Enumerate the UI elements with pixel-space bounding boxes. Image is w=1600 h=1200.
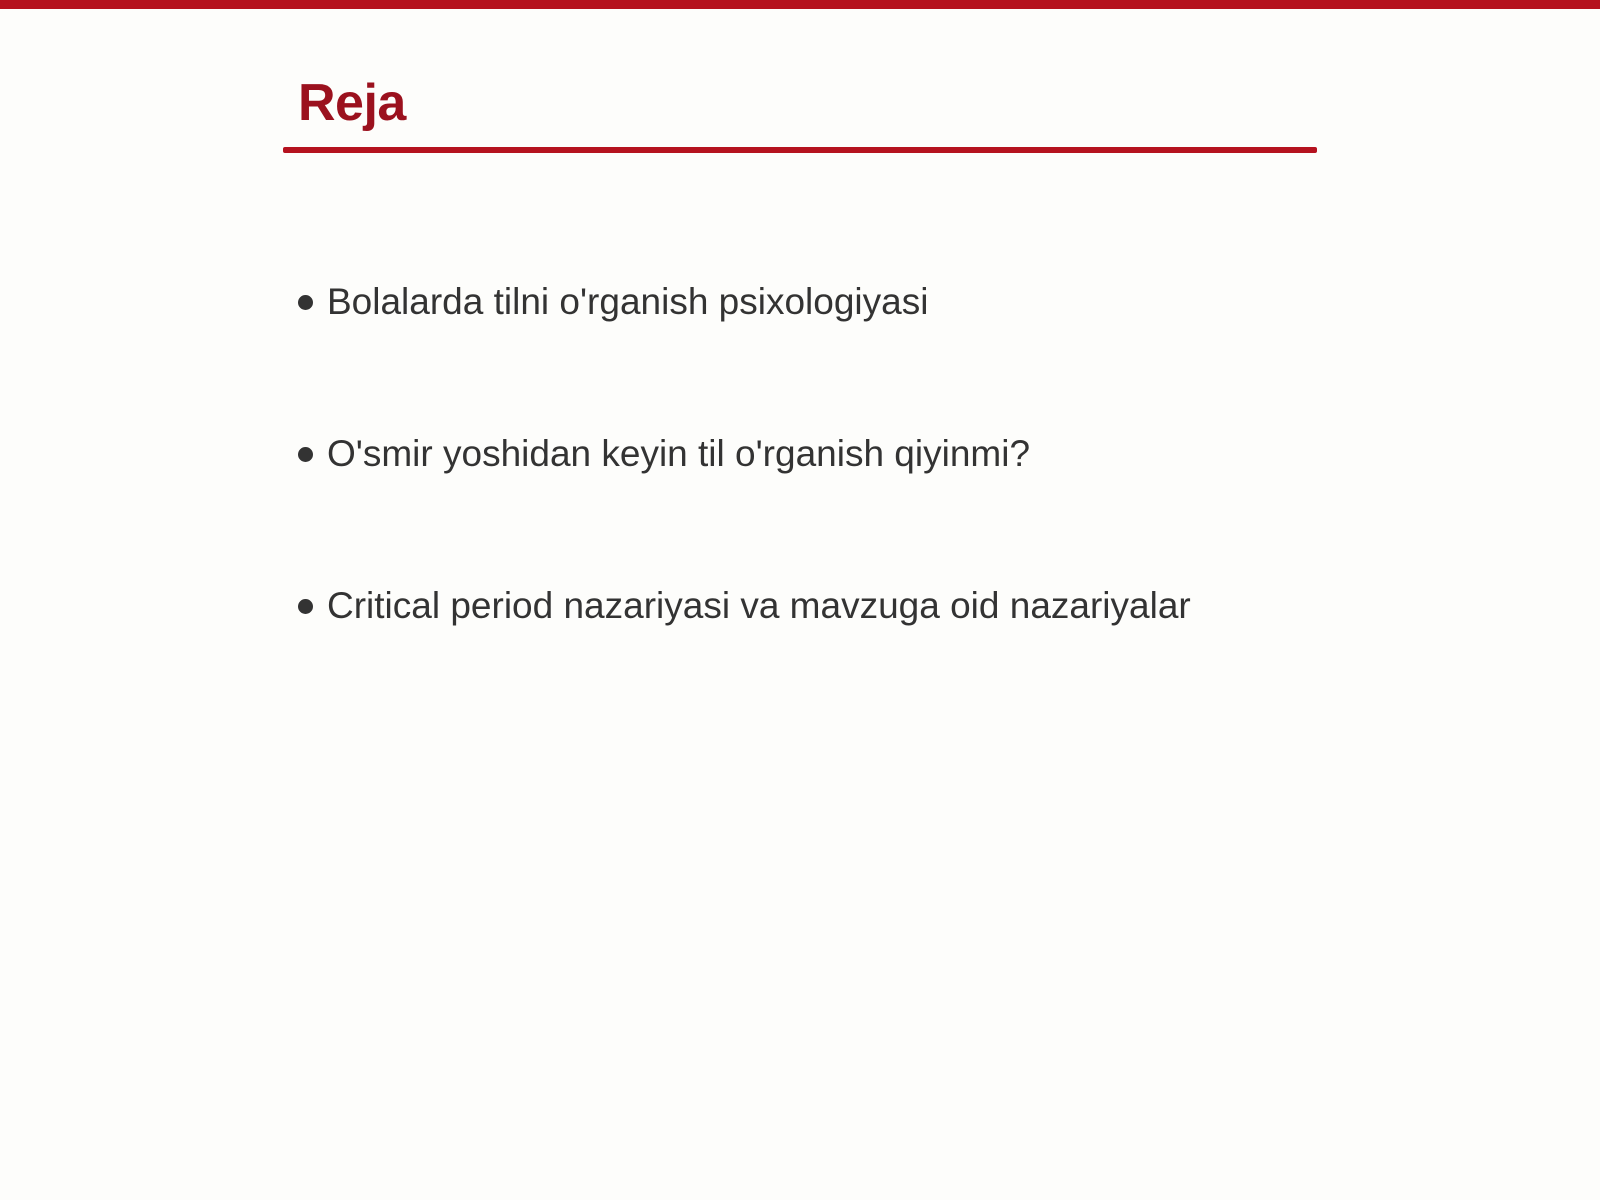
bullet-dot-icon (298, 295, 313, 310)
title-underline (283, 147, 1317, 153)
bullet-text: Critical period nazariyasi va mavzuga oid nazariyalar (327, 585, 1191, 626)
bullet-text: Bolalarda tilni o'rganish psixologiyasi (327, 281, 929, 322)
bullet-dot-icon (298, 447, 313, 462)
slide-title: Reja (298, 74, 406, 132)
bullet-dot-icon (298, 599, 313, 614)
bullet-item (298, 576, 1191, 636)
bullet-text: O'smir yoshidan keyin til o'rganish qiyinmi? (327, 433, 1031, 474)
bullet-item (298, 272, 1191, 332)
bullet-list (298, 272, 1191, 728)
bullet-item (298, 424, 1191, 484)
